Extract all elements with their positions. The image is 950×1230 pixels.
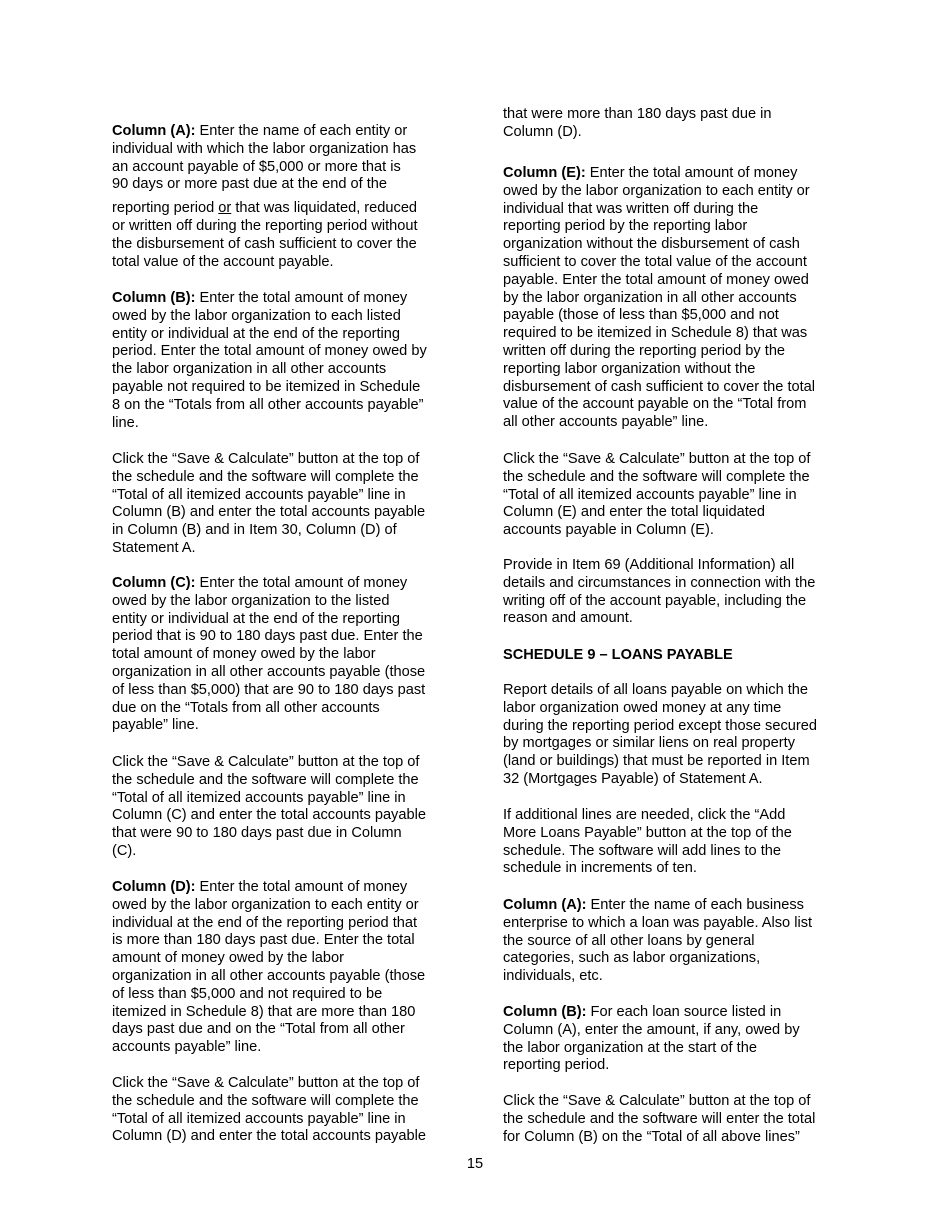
text-line: schedule. The software will add lines to the: [503, 842, 781, 859]
text-line: Click the “Save & Calculate” button at the top of: [112, 451, 420, 467]
text-line: payable. Enter the total amount of money owed: [503, 271, 809, 288]
text-line: (C).: [112, 842, 137, 859]
text-line: accounts payable in Column (E).: [503, 522, 714, 539]
text-line: 8 on the “Totals from all other accounts payable”: [112, 396, 424, 413]
text-line: Column (A): Enter the name of each business: [503, 897, 804, 913]
text-line: details and circumstances in connection with the: [503, 574, 816, 591]
text-line: individual at the end of the reporting period that: [112, 914, 418, 931]
heading-text: SCHEDULE 9 – LOANS PAYABLE: [503, 647, 733, 663]
text-line: owed by the labor organization to each listed: [112, 307, 401, 324]
text-line: in Column (B) and in Item 30, Column (D) of: [112, 522, 397, 539]
text-line: Column (E): Enter the total amount of money: [503, 165, 798, 181]
text-line: Click the “Save & Calculate” button at the top of: [112, 1075, 420, 1091]
text-line: Column (E) and enter the total liquidated: [503, 504, 766, 521]
text-line: individual that was written off during the: [503, 200, 759, 217]
text-line: the labor organization at the start of the: [503, 1039, 757, 1056]
text-line: Column (A): Enter the name of each entity or: [112, 123, 408, 139]
text-line: entity or individual at the end of the reporting: [112, 610, 401, 627]
text-line: total value of the account payable.: [112, 253, 334, 270]
column-e-label: Column (E):: [503, 165, 586, 181]
text-line: Column (D): Enter the total amount of money: [112, 879, 408, 895]
text-line: Click the “Save & Calculate” button at the top of: [503, 451, 811, 467]
loan-column-a-label: Column (A):: [503, 897, 587, 913]
column-d-instructions: [112, 879, 454, 1057]
text-line: organization in all other accounts payable (those: [112, 967, 426, 984]
text-line: sufficient to cover the total value of the account: [503, 253, 807, 270]
text-line: reason and amount.: [503, 610, 633, 627]
text-line: (land or buildings) that must be reported in Item: [503, 753, 810, 770]
schedule-9-heading: [503, 647, 845, 665]
loan-column-b-instructions: [503, 1004, 845, 1075]
text-line: reporting period by the reporting labor: [503, 218, 748, 235]
text-line: “Total of all itemized accounts payable” line in: [112, 789, 406, 806]
text-line: of less than $5,000 and not required to be: [112, 985, 383, 1002]
text-line: 32 (Mortgages Payable) of Statement A.: [503, 770, 763, 787]
text-line: that were more than 180 days past due in: [503, 106, 772, 122]
text-line: or written off during the reporting period without: [112, 217, 418, 234]
text-line: the schedule and the software will complete the: [503, 468, 810, 485]
text-line: Click the “Save & Calculate” button at the top of: [503, 1093, 811, 1109]
text-line: the schedule and the software will complete the: [112, 771, 419, 788]
save-calculate-d-paragraph: [112, 1075, 454, 1146]
column-a-instructions: [112, 123, 454, 271]
text-line: the labor organization in all other accounts: [112, 361, 387, 378]
text-line: Column (C) and enter the total accounts payable: [112, 807, 426, 824]
column-e-instructions: [503, 165, 845, 432]
text-line: reporting period.: [503, 1057, 610, 1074]
text-line: payable not required to be itemized in Schedule: [112, 378, 421, 395]
text-line: enterprise to which a loan was payable. Also list: [503, 914, 813, 931]
text-line: organization in all other accounts payable (those: [112, 663, 426, 680]
text-line: Column (B): Enter the total amount of money: [112, 290, 408, 306]
text-line: total amount of money owed by the labor: [112, 646, 376, 663]
additional-lines-paragraph: [503, 807, 845, 878]
text-line: “Total of all itemized accounts payable” line in: [112, 486, 406, 503]
text-line: owed by the labor organization to each entity or: [112, 896, 419, 913]
item-69-paragraph: [503, 557, 845, 628]
text-line: owed by the labor organization to each entity or: [503, 182, 810, 199]
text-line: More Loans Payable” button at the top of the: [503, 824, 792, 841]
loan-column-b-label: Column (B):: [503, 1004, 587, 1020]
text-line: Column (D) and enter the total accounts payable: [112, 1128, 426, 1145]
text-line: disbursement of cash sufficient to cover the total: [503, 378, 816, 395]
text-line: Report details of all loans payable on which the: [503, 682, 809, 698]
save-calculate-e-paragraph: [503, 451, 845, 540]
text-line: period that is 90 to 180 days past due. Enter the: [112, 628, 423, 645]
text-line: payable (those of less than $5,000 and not: [503, 307, 779, 324]
column-b-instructions: [112, 290, 454, 432]
text-line: amount of money owed by the labor: [112, 950, 345, 967]
text-line: individuals, etc.: [503, 968, 603, 985]
text-line: by the labor organization in all other accounts: [503, 289, 797, 306]
text-line: Provide in Item 69 (Additional Information) all: [503, 557, 795, 573]
column-c-label: Column (C):: [112, 575, 196, 591]
text-line: for Column (B) on the “Total of all above lines”: [503, 1128, 800, 1145]
save-calculate-b-paragraph: [112, 451, 454, 558]
text-line: “Total of all itemized accounts payable” line in: [112, 1110, 406, 1127]
underlined-or: or: [218, 200, 232, 217]
text-line: Column (A), enter the amount, if any, owed by: [503, 1021, 800, 1038]
text-line: itemized in Schedule 8) that are more than 180: [112, 1003, 416, 1020]
text-line: labor organization owed money at any time: [503, 699, 782, 716]
text-line: owed by the labor organization to the listed: [112, 592, 390, 609]
text-line: categories, such as labor organizations,: [503, 950, 761, 967]
text-line: reporting labor organization without the: [503, 360, 756, 377]
text-line: required to be itemized in Schedule 8) that was: [503, 325, 808, 342]
page-number: 15: [466, 1156, 484, 1172]
text-line: line.: [112, 414, 139, 431]
text-line: the schedule and the software will complete the: [112, 468, 419, 485]
column-c-instructions: [112, 575, 454, 735]
text-line: the schedule and the software will enter the total: [503, 1110, 816, 1127]
text-line: is more than 180 days past due. Enter the total: [112, 932, 415, 949]
report-details-paragraph: [503, 682, 845, 789]
text-line: the schedule and the software will complete the: [112, 1092, 419, 1109]
save-calculate-loan-b-paragraph: [503, 1093, 845, 1146]
text-line: all other accounts payable” line.: [503, 414, 709, 431]
loan-column-a-instructions: [503, 897, 845, 986]
text-line: value of the account payable on the “Total from: [503, 396, 807, 413]
text-line: days past due and on the “Total from all other: [112, 1021, 405, 1038]
text-line: writing off of the account payable, including the: [503, 592, 807, 609]
text-line: an account payable of $5,000 or more that is: [112, 158, 401, 175]
text-line: payable” line.: [112, 717, 199, 734]
text-line: period. Enter the total amount of money owed by: [112, 343, 427, 360]
text-line: written off during the reporting period by the: [503, 342, 786, 359]
text-line: due on the “Totals from all other accounts: [112, 699, 380, 716]
text-line: organization without the disbursement of cash: [503, 236, 800, 253]
column-b-label: Column (B):: [112, 290, 196, 306]
text-line: that were 90 to 180 days past due in Column: [112, 825, 402, 842]
text-line: Column (D).: [503, 123, 582, 140]
text-line: during the reporting period except those secured: [503, 717, 817, 734]
text-line: by mortgages or similar liens on real property: [503, 735, 795, 752]
text-line: accounts payable” line.: [112, 1039, 262, 1056]
text-line: the disbursement of cash sufficient to cover the: [112, 235, 417, 252]
text-line: schedule in increments of ten.: [503, 860, 697, 877]
text-line: individual with which the labor organization has: [112, 140, 417, 157]
text-line: reporting period or that was liquidated, reduced: [112, 200, 418, 217]
text-line: If additional lines are needed, click the “Add: [503, 807, 786, 823]
text-line: Statement A.: [112, 539, 196, 556]
text-line: the source of all other loans by general: [503, 932, 755, 949]
text-line: Column (C): Enter the total amount of money: [112, 575, 408, 591]
text-line: entity or individual at the end of the reporting: [112, 325, 401, 342]
text-line: of less than $5,000) that are 90 to 180 days past: [112, 681, 426, 698]
column-a-label: Column (A):: [112, 123, 196, 139]
text-line: 90 days or more past due at the end of the: [112, 176, 388, 193]
column-d-label: Column (D):: [112, 879, 196, 895]
text-line: Click the “Save & Calculate” button at the top of: [112, 754, 420, 770]
text-line: Column (B) and enter the total accounts payable: [112, 504, 426, 521]
text-line: Column (B): For each loan source listed in: [503, 1004, 782, 1020]
text-line: “Total of all itemized accounts payable” line in: [503, 486, 797, 503]
column-d-continuation: [503, 106, 845, 142]
save-calculate-c-paragraph: [112, 754, 454, 861]
